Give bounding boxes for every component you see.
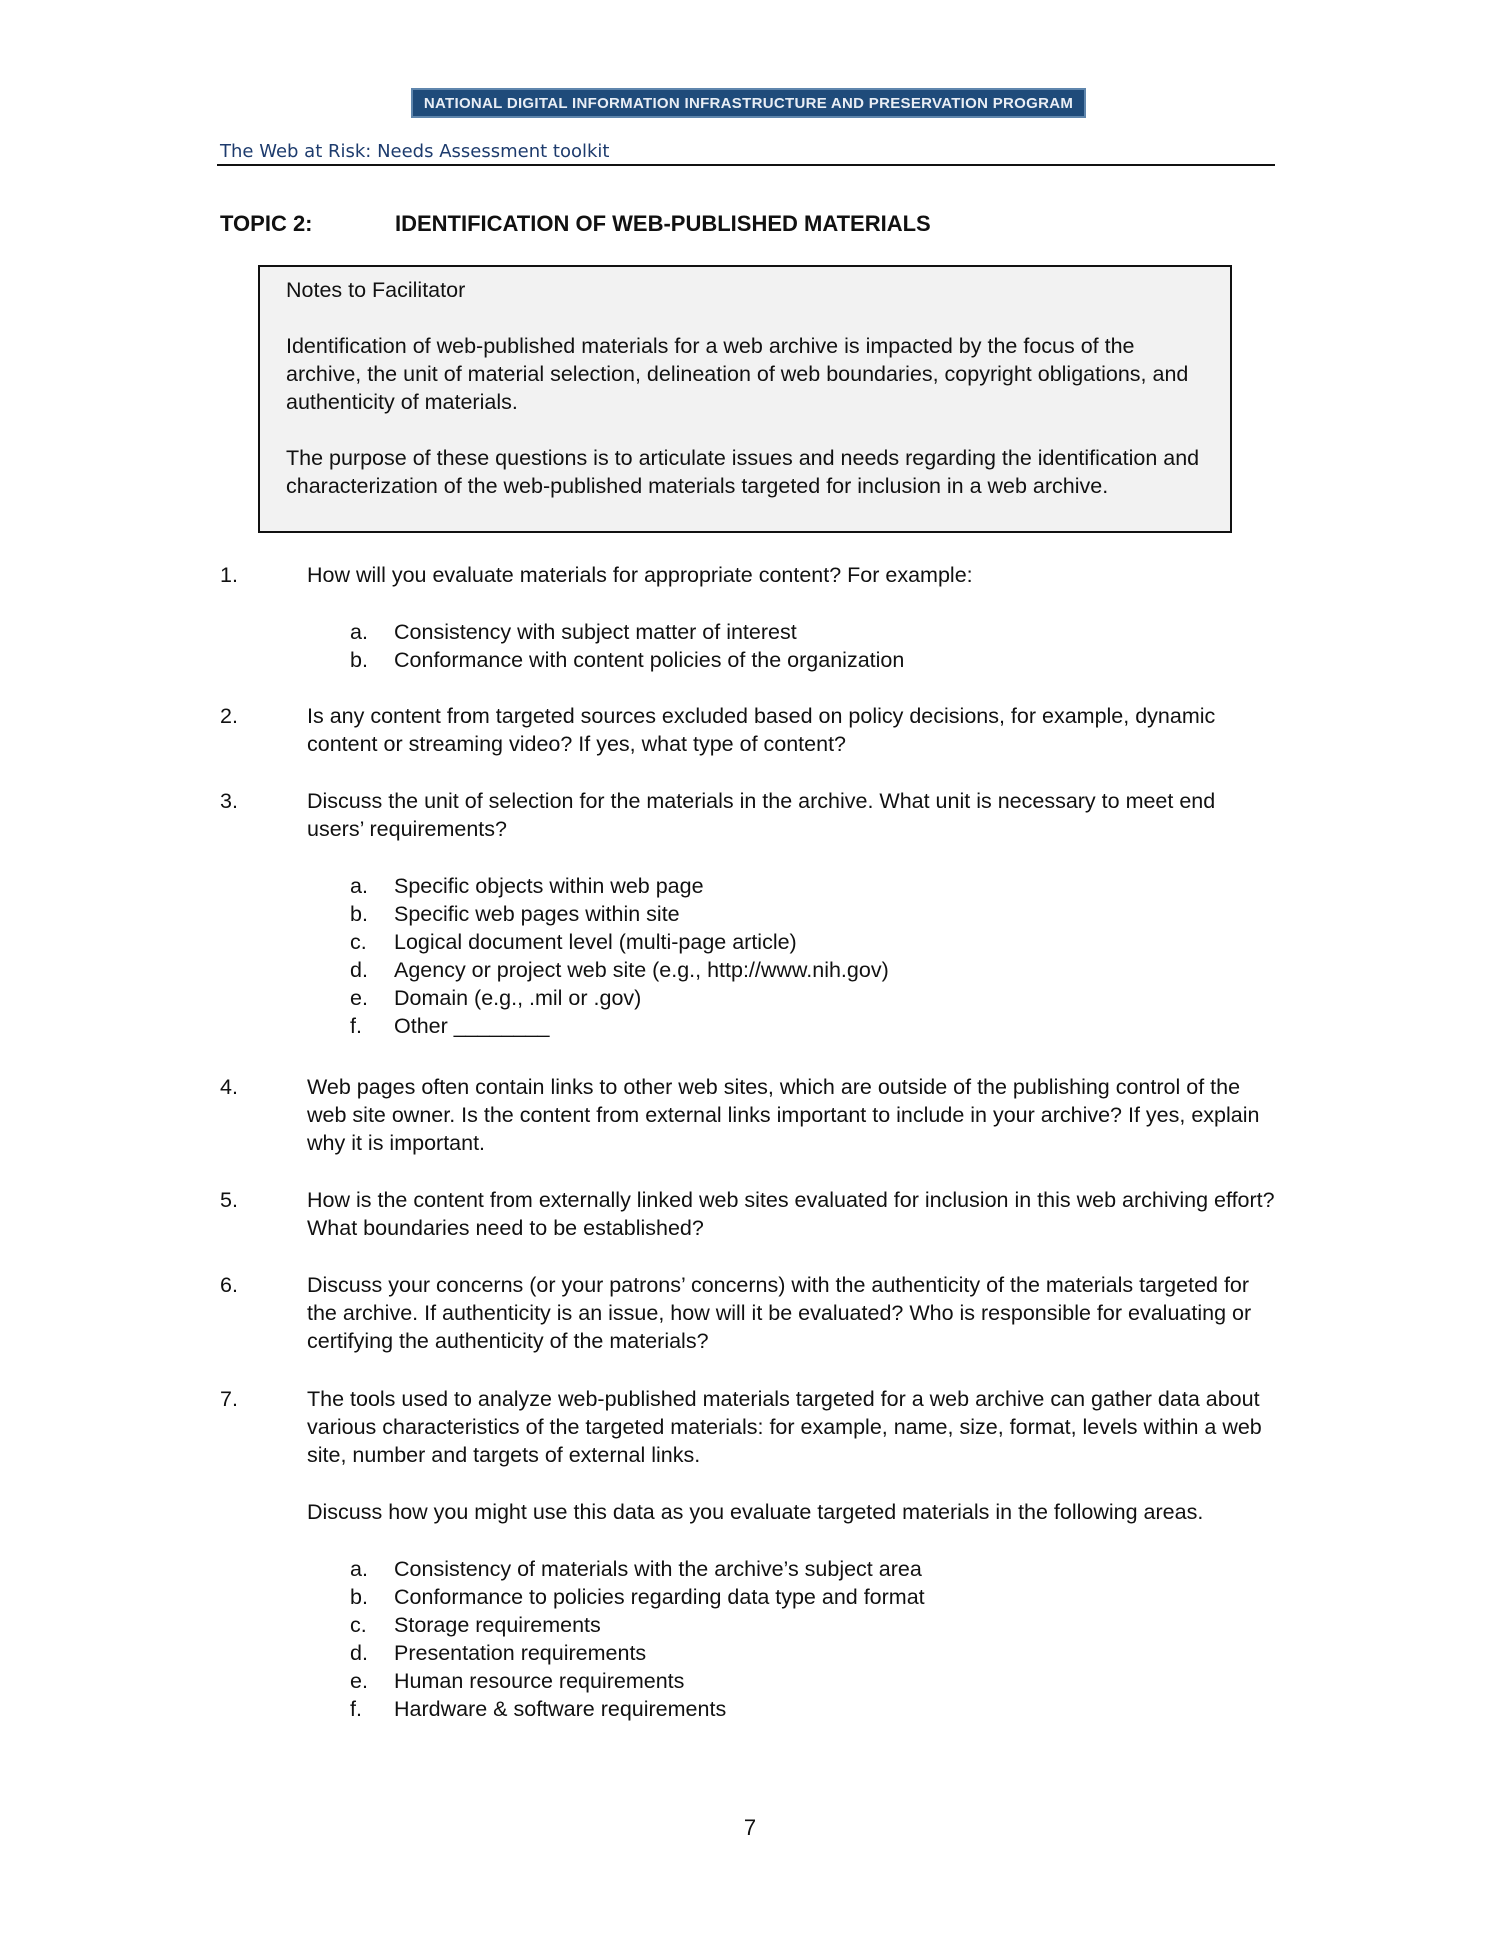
topic-heading: IDENTIFICATION OF WEB-PUBLISHED MATERIALS	[395, 211, 931, 236]
question-5-text: How is the content from externally linked web sites evaluated for inclusion in this web archiving effort? What boundaries need to be established?	[307, 1188, 1275, 1240]
list-item-text: Domain (e.g., .mil or .gov)	[394, 986, 642, 1010]
list-item-text: Presentation requirements	[394, 1641, 647, 1665]
question-4-text: Web pages often contain links to other web sites, which are outside of the publishing control of the web site owner. Is the content from external links important to include in your archive? If yes, explain why it is important.	[307, 1075, 1260, 1155]
question-3-options	[350, 872, 889, 1040]
question-1-number: 1.	[220, 563, 238, 587]
question-7-number: 7.	[220, 1387, 238, 1411]
program-banner-text: NATIONAL DIGITAL INFORMATION INFRASTRUCTURE AND PRESERVATION PROGRAM	[423, 94, 1074, 112]
list-item	[350, 872, 889, 900]
list-item-text: Other ________	[394, 1014, 550, 1038]
list-item-text: Consistency of materials with the archive’s subject area	[394, 1557, 922, 1581]
question-5-number: 5.	[220, 1188, 238, 1212]
list-item-letter: d.	[350, 1641, 368, 1665]
list-item-letter: e.	[350, 986, 368, 1010]
list-item-text: Storage requirements	[394, 1613, 601, 1637]
question-1-options	[350, 618, 904, 674]
toolkit-title: The Web at Risk: Needs Assessment toolkit	[220, 141, 610, 162]
header-divider	[217, 164, 1275, 166]
notes-title: Notes to Facilitator	[286, 278, 466, 302]
list-item-text: Specific web pages within site	[394, 902, 680, 926]
list-item	[350, 646, 904, 674]
question-7-text: The tools used to analyze web-published materials targeted for a web archive can gather data about various characteristics of the targeted materials: for example, name, size, format, levels within a web site, number and targets of external links.	[307, 1387, 1262, 1467]
list-item-text: Logical document level (multi-page article)	[394, 930, 797, 954]
list-item-letter: b.	[350, 648, 368, 672]
list-item-text: Specific objects within web page	[394, 874, 704, 898]
question-2-text: Is any content from targeted sources excluded based on policy decisions, for example, dynamic content or streaming video? If yes, what type of content?	[307, 704, 1216, 756]
program-banner	[411, 88, 1086, 118]
topic-label: TOPIC 2:	[220, 211, 313, 236]
list-item-letter: f.	[350, 1697, 362, 1721]
list-item	[350, 1611, 925, 1639]
notes-paragraph-1: Identification of web-published materials for a web archive is impacted by the focus of the archive, the unit of material selection, delineation of web boundaries, copyright obligations, and authenticity of materials.	[286, 334, 1189, 414]
list-item-text: Agency or project web site (e.g., http://www.nih.gov)	[394, 958, 889, 982]
question-3-text: Discuss the unit of selection for the materials in the archive. What unit is necessary to meet end users’ requirements?	[307, 789, 1216, 841]
question-7-followup: Discuss how you might use this data as you evaluate targeted materials in the following areas.	[307, 1500, 1204, 1524]
question-2-number: 2.	[220, 704, 238, 728]
list-item-letter: f.	[350, 1014, 362, 1038]
notes-paragraph-2: The purpose of these questions is to articulate issues and needs regarding the identification and characterization of the web-published materials targeted for inclusion in a web archive.	[286, 446, 1200, 498]
list-item-letter: a.	[350, 874, 368, 898]
question-7-options	[350, 1555, 925, 1723]
notes-to-facilitator-box	[258, 265, 1232, 533]
list-item-text: Conformance to policies regarding data type and format	[394, 1585, 925, 1609]
list-item-letter: e.	[350, 1669, 368, 1693]
list-item	[350, 1012, 889, 1040]
list-item-text: Human resource requirements	[394, 1669, 685, 1693]
list-item	[350, 1555, 925, 1583]
list-item-letter: b.	[350, 902, 368, 926]
list-item	[350, 618, 904, 646]
list-item	[350, 1583, 925, 1611]
list-item	[350, 900, 889, 928]
list-item-letter: b.	[350, 1585, 368, 1609]
list-item-letter: c.	[350, 1613, 367, 1637]
list-item	[350, 956, 889, 984]
question-4-number: 4.	[220, 1075, 238, 1099]
list-item-text: Hardware & software requirements	[394, 1697, 727, 1721]
list-item	[350, 1667, 925, 1695]
list-item	[350, 984, 889, 1012]
list-item-letter: a.	[350, 620, 368, 644]
list-item-letter: c.	[350, 930, 367, 954]
question-1-text: How will you evaluate materials for appropriate content? For example:	[307, 563, 973, 587]
list-item-letter: d.	[350, 958, 368, 982]
page-number: 7	[743, 1815, 757, 1840]
question-6-text: Discuss your concerns (or your patrons’ concerns) with the authenticity of the materials targeted for the archive. If authenticity is an issue, how will it be evaluated? Who is responsible for evaluating or certifying the authenticity of the materials?	[307, 1273, 1252, 1353]
question-3-number: 3.	[220, 789, 238, 813]
question-6-number: 6.	[220, 1273, 238, 1297]
list-item-text: Conformance with content policies of the organization	[394, 648, 905, 672]
list-item-text: Consistency with subject matter of interest	[394, 620, 797, 644]
list-item	[350, 1695, 925, 1723]
list-item	[350, 1639, 925, 1667]
list-item	[350, 928, 889, 956]
list-item-letter: a.	[350, 1557, 368, 1581]
